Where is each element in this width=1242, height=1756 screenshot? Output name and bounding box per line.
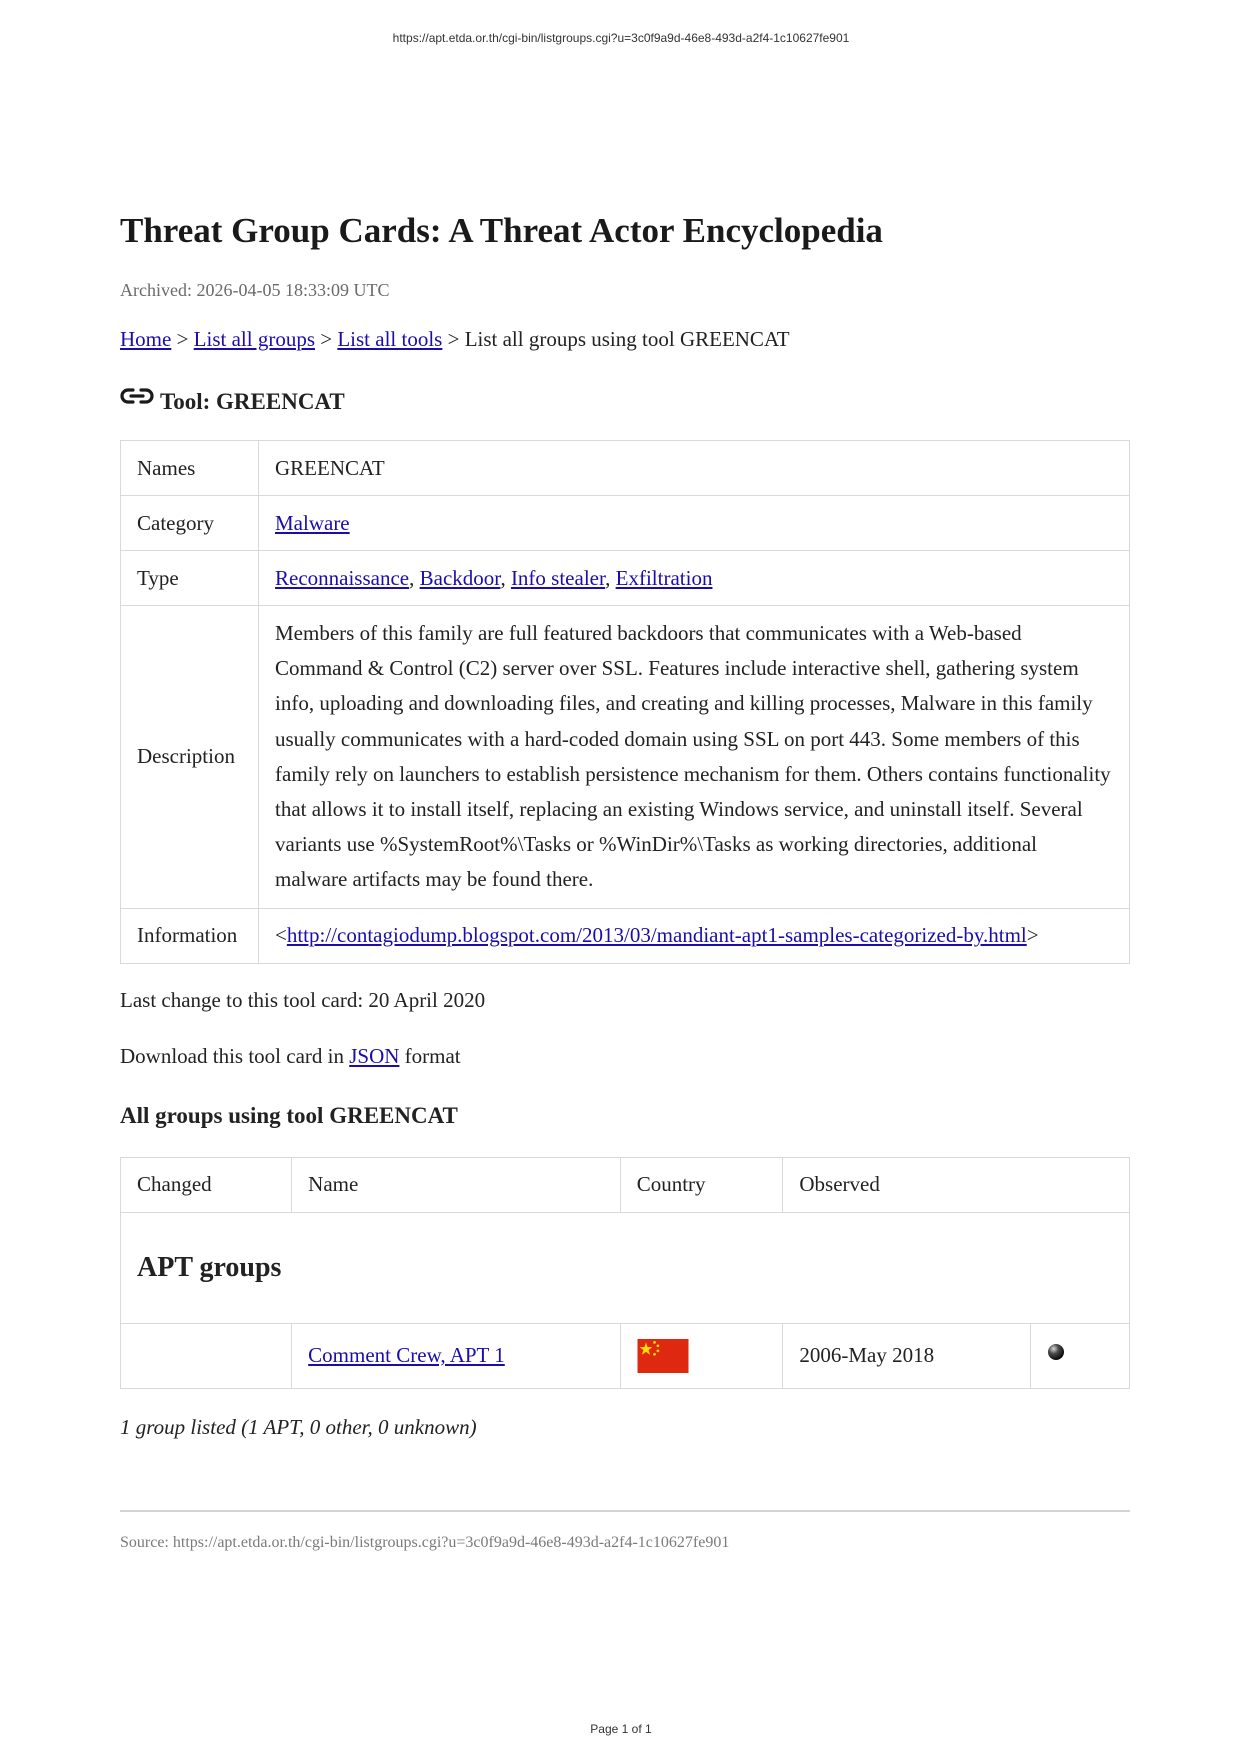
tool-heading bbox=[120, 386, 1130, 414]
download-text bbox=[120, 1044, 1130, 1069]
names-label: Names bbox=[121, 441, 259, 496]
footer-divider bbox=[120, 1510, 1130, 1512]
type-separator: , bbox=[409, 565, 420, 590]
groups-table bbox=[120, 1157, 1130, 1389]
description-value: Members of this family are full featured backdoors that communicates with a Web-based Command & Control (C2) server over SSL. Features include interactive shell, gathering system info, uploading and downloading files, and creating and killing processes, Malware in this family usually communicates with a hard-coded domain using SSL on port 443. Some members of this family rely on launchers to establish persistence mechanism for them. Others contains functionality that allows it to install itself, replacing an existing Windows service, and uninstall itself. Several variants use %SystemRoot%\Tasks or %WinDir%\Tasks as working directories, additional malware artifacts may be found there. bbox=[259, 606, 1130, 909]
tool-row-description bbox=[121, 606, 1130, 909]
type-link-info-stealer[interactable]: Info stealer bbox=[510, 565, 606, 590]
groups-summary: 1 group listed (1 APT, 0 other, 0 unknown) bbox=[120, 1414, 477, 1439]
page-content bbox=[120, 210, 1130, 1552]
category-cell bbox=[259, 496, 1130, 551]
tool-row-type bbox=[121, 551, 1130, 606]
archived-timestamp: Archived: 2026-04-05 18:33:09 UTC bbox=[120, 280, 390, 300]
description-label: Description bbox=[121, 606, 259, 909]
column-header-changed: Changed bbox=[121, 1157, 292, 1212]
names-value: GREENCAT bbox=[259, 441, 1130, 496]
group-link-comment-crew[interactable]: Comment Crew, APT 1 bbox=[308, 1343, 505, 1368]
row-changed bbox=[121, 1323, 292, 1388]
breadcrumb-separator: > bbox=[442, 327, 465, 351]
column-header-observed: Observed bbox=[783, 1157, 1130, 1212]
type-link-exfiltration[interactable]: Exfiltration bbox=[615, 565, 713, 590]
information-link[interactable]: http://contagiodump.blogspot.com/2013/03/mandiant-apt1-samples-categorized-by.html bbox=[286, 923, 1027, 948]
type-cell bbox=[259, 551, 1130, 606]
download-prefix: Download this tool card in bbox=[120, 1043, 350, 1068]
json-download-link[interactable]: JSON bbox=[349, 1043, 400, 1068]
type-link-reconnaissance[interactable]: Reconnaissance bbox=[275, 565, 410, 590]
breadcrumb-tools-link[interactable]: List all tools bbox=[337, 327, 443, 351]
row-name-cell bbox=[292, 1323, 621, 1388]
page-number: Page 1 of 1 bbox=[590, 1722, 652, 1736]
row-observed: 2006-May 2018 bbox=[783, 1323, 1031, 1388]
information-label: Information bbox=[121, 908, 259, 963]
breadcrumb-separator: > bbox=[171, 327, 194, 351]
groups-section-row bbox=[121, 1212, 1130, 1323]
last-change-text: Last change to this tool card: 20 April 2020 bbox=[120, 987, 486, 1012]
section-cell bbox=[121, 1212, 1130, 1323]
table-row bbox=[121, 1323, 1130, 1388]
type-separator: , bbox=[605, 565, 616, 590]
column-header-country: Country bbox=[620, 1157, 783, 1212]
breadcrumb-separator: > bbox=[315, 327, 338, 351]
print-header-url: https://apt.etda.or.th/cgi-bin/listgroups.cgi?u=3c0f9a9d-46e8-493d-a2f4-1c10627fe901 bbox=[392, 31, 850, 45]
breadcrumb-home-link[interactable]: Home bbox=[120, 327, 172, 351]
breadcrumb-current: List all groups using tool GREENCAT bbox=[464, 327, 790, 351]
source-url: Source: https://apt.etda.or.th/cgi-bin/listgroups.cgi?u=3c0f9a9d-46e8-493d-a2f4-1c10627fe901 bbox=[120, 1533, 730, 1551]
category-label: Category bbox=[121, 496, 259, 551]
breadcrumb-groups-link[interactable]: List all groups bbox=[193, 327, 315, 351]
tool-row-information bbox=[121, 908, 1130, 963]
type-link-backdoor[interactable]: Backdoor bbox=[419, 565, 501, 590]
tool-info-table bbox=[120, 440, 1130, 964]
groups-heading: All groups using tool GREENCAT bbox=[120, 1102, 458, 1128]
groups-header-row bbox=[121, 1157, 1130, 1212]
page-title: Threat Group Cards: A Threat Actor Encyclopedia bbox=[120, 211, 883, 250]
information-cell bbox=[259, 908, 1130, 963]
tool-row-category bbox=[121, 496, 1130, 551]
type-separator: , bbox=[500, 565, 511, 590]
section-title: APT groups bbox=[137, 1251, 282, 1283]
row-country-cell bbox=[620, 1323, 783, 1388]
type-label: Type bbox=[121, 551, 259, 606]
information-close-bracket: > bbox=[1026, 923, 1039, 948]
row-status-cell bbox=[1031, 1323, 1130, 1388]
category-link[interactable]: Malware bbox=[275, 510, 350, 535]
china-flag-icon bbox=[637, 1339, 689, 1373]
column-header-name: Name bbox=[292, 1157, 621, 1212]
tool-row-names bbox=[121, 441, 1130, 496]
status-dot-icon bbox=[1047, 1343, 1065, 1361]
tool-title: Tool: GREENCAT bbox=[160, 388, 345, 414]
download-suffix: format bbox=[399, 1043, 461, 1068]
information-open-bracket: < bbox=[275, 923, 287, 948]
link-icon bbox=[120, 386, 154, 406]
breadcrumb bbox=[120, 327, 1130, 352]
